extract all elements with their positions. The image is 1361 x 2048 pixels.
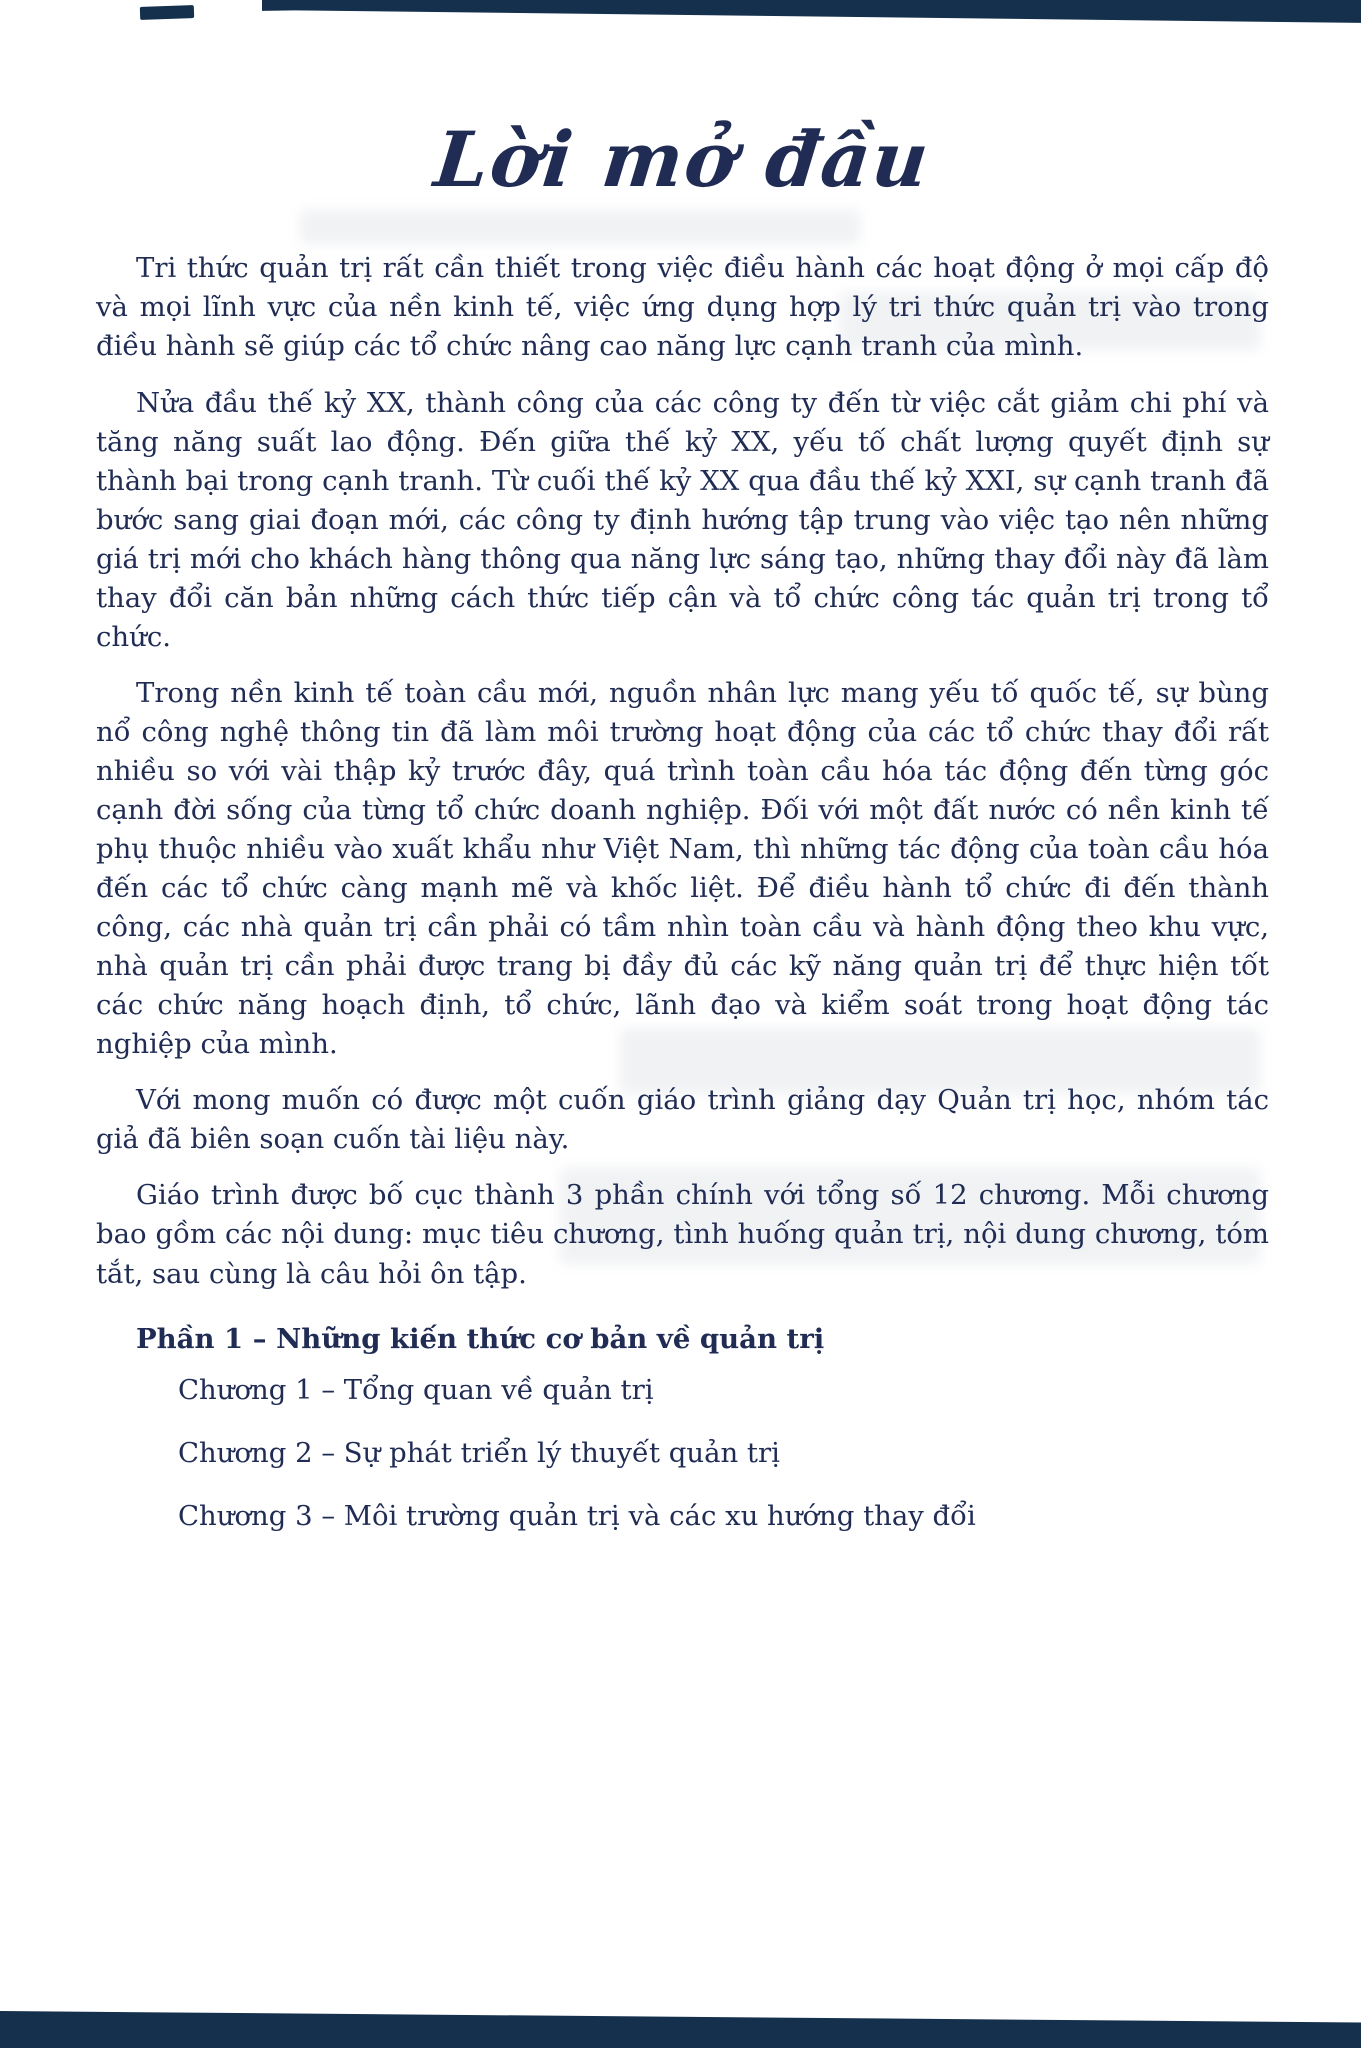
- chapter-list-item-2: Chương 2 – Sự phát triển lý thuyết quản trị: [178, 1436, 780, 1469]
- part-1-heading: Phần 1 – Những kiến thức cơ bản về quản trị: [136, 1322, 825, 1355]
- preface-paragraph-2: Nửa đầu thế kỷ XX, thành công của các công ty đến từ việc cắt giảm chi phí và tăng năng suất lao động. Đến giữa thế kỷ XX, yếu tố chất lượng quyết định sự thành bại trong cạnh tranh. Từ cuối thế kỷ XX qua đầu thế kỷ XXI, sự cạnh tranh đã bước sang giai đoạn mới, các công ty định hướng tập trung vào việc tạo nên những giá trị mới cho khách hàng thông qua năng lực sáng tạo, những thay đổi này đã làm thay đổi căn bản những cách thức tiếp cận và tổ chức công tác quản trị trong tổ chức.: [96, 386, 1269, 653]
- page-title: Lời mở đầu: [430, 115, 935, 204]
- scan-edge-bottom: [0, 2004, 1361, 2048]
- chapter-list-item-1: Chương 1 – Tổng quan về quản trị: [178, 1373, 654, 1406]
- chapter-list-item-3: Chương 3 – Môi trường quản trị và các xu hướng thay đổi: [178, 1499, 976, 1532]
- preface-paragraph-5: Giáo trình được bố cục thành 3 phần chính với tổng số 12 chương. Mỗi chương bao gồm các nội dung: mục tiêu chương, tình huống quản trị, nội dung chương, tóm tắt, sau cùng là câu hỏi ôn tập.: [96, 1179, 1269, 1290]
- preface-paragraph-3: Trong nền kinh tế toàn cầu mới, nguồn nhân lực mang yếu tố quốc tế, sự bùng nổ công nghệ thông tin đã làm môi trường hoạt động của các tổ chức thay đổi rất nhiều so với vài thập kỷ trước đây, quá trình toàn cầu hóa tác động đến từng góc cạnh đời sống của từng tổ chức doanh nghiệp. Đối với một đất nước có nền kinh tế phụ thuộc nhiều vào xuất khẩu như Việt Nam, thì những tác động của toàn cầu hóa đến các tổ chức càng mạnh mẽ và khốc liệt. Để điều hành tổ chức đi đến thành công, các nhà quản trị cần phải có tầm nhìn toàn cầu và hành động theo khu vực, nhà quản trị cần phải được trang bị đầy đủ các kỹ năng quản trị để thực hiện tốt các chức năng hoạch định, tổ chức, lãnh đạo và kiểm soát trong hoạt động tác nghiệp của mình.: [96, 676, 1269, 1061]
- preface-paragraph-1: Tri thức quản trị rất cần thiết trong việc điều hành các hoạt động ở mọi cấp độ và mọi lĩnh vực của nền kinh tế, việc ứng dụng hợp lý tri thức quản trị vào trong điều hành sẽ giúp các tổ chức nâng cao năng lực cạnh tranh của mình.: [96, 252, 1269, 363]
- preface-paragraph-4: Với mong muốn có được một cuốn giáo trình giảng dạy Quản trị học, nhóm tác giả đã biên soạn cuốn tài liệu này.: [96, 1084, 1269, 1156]
